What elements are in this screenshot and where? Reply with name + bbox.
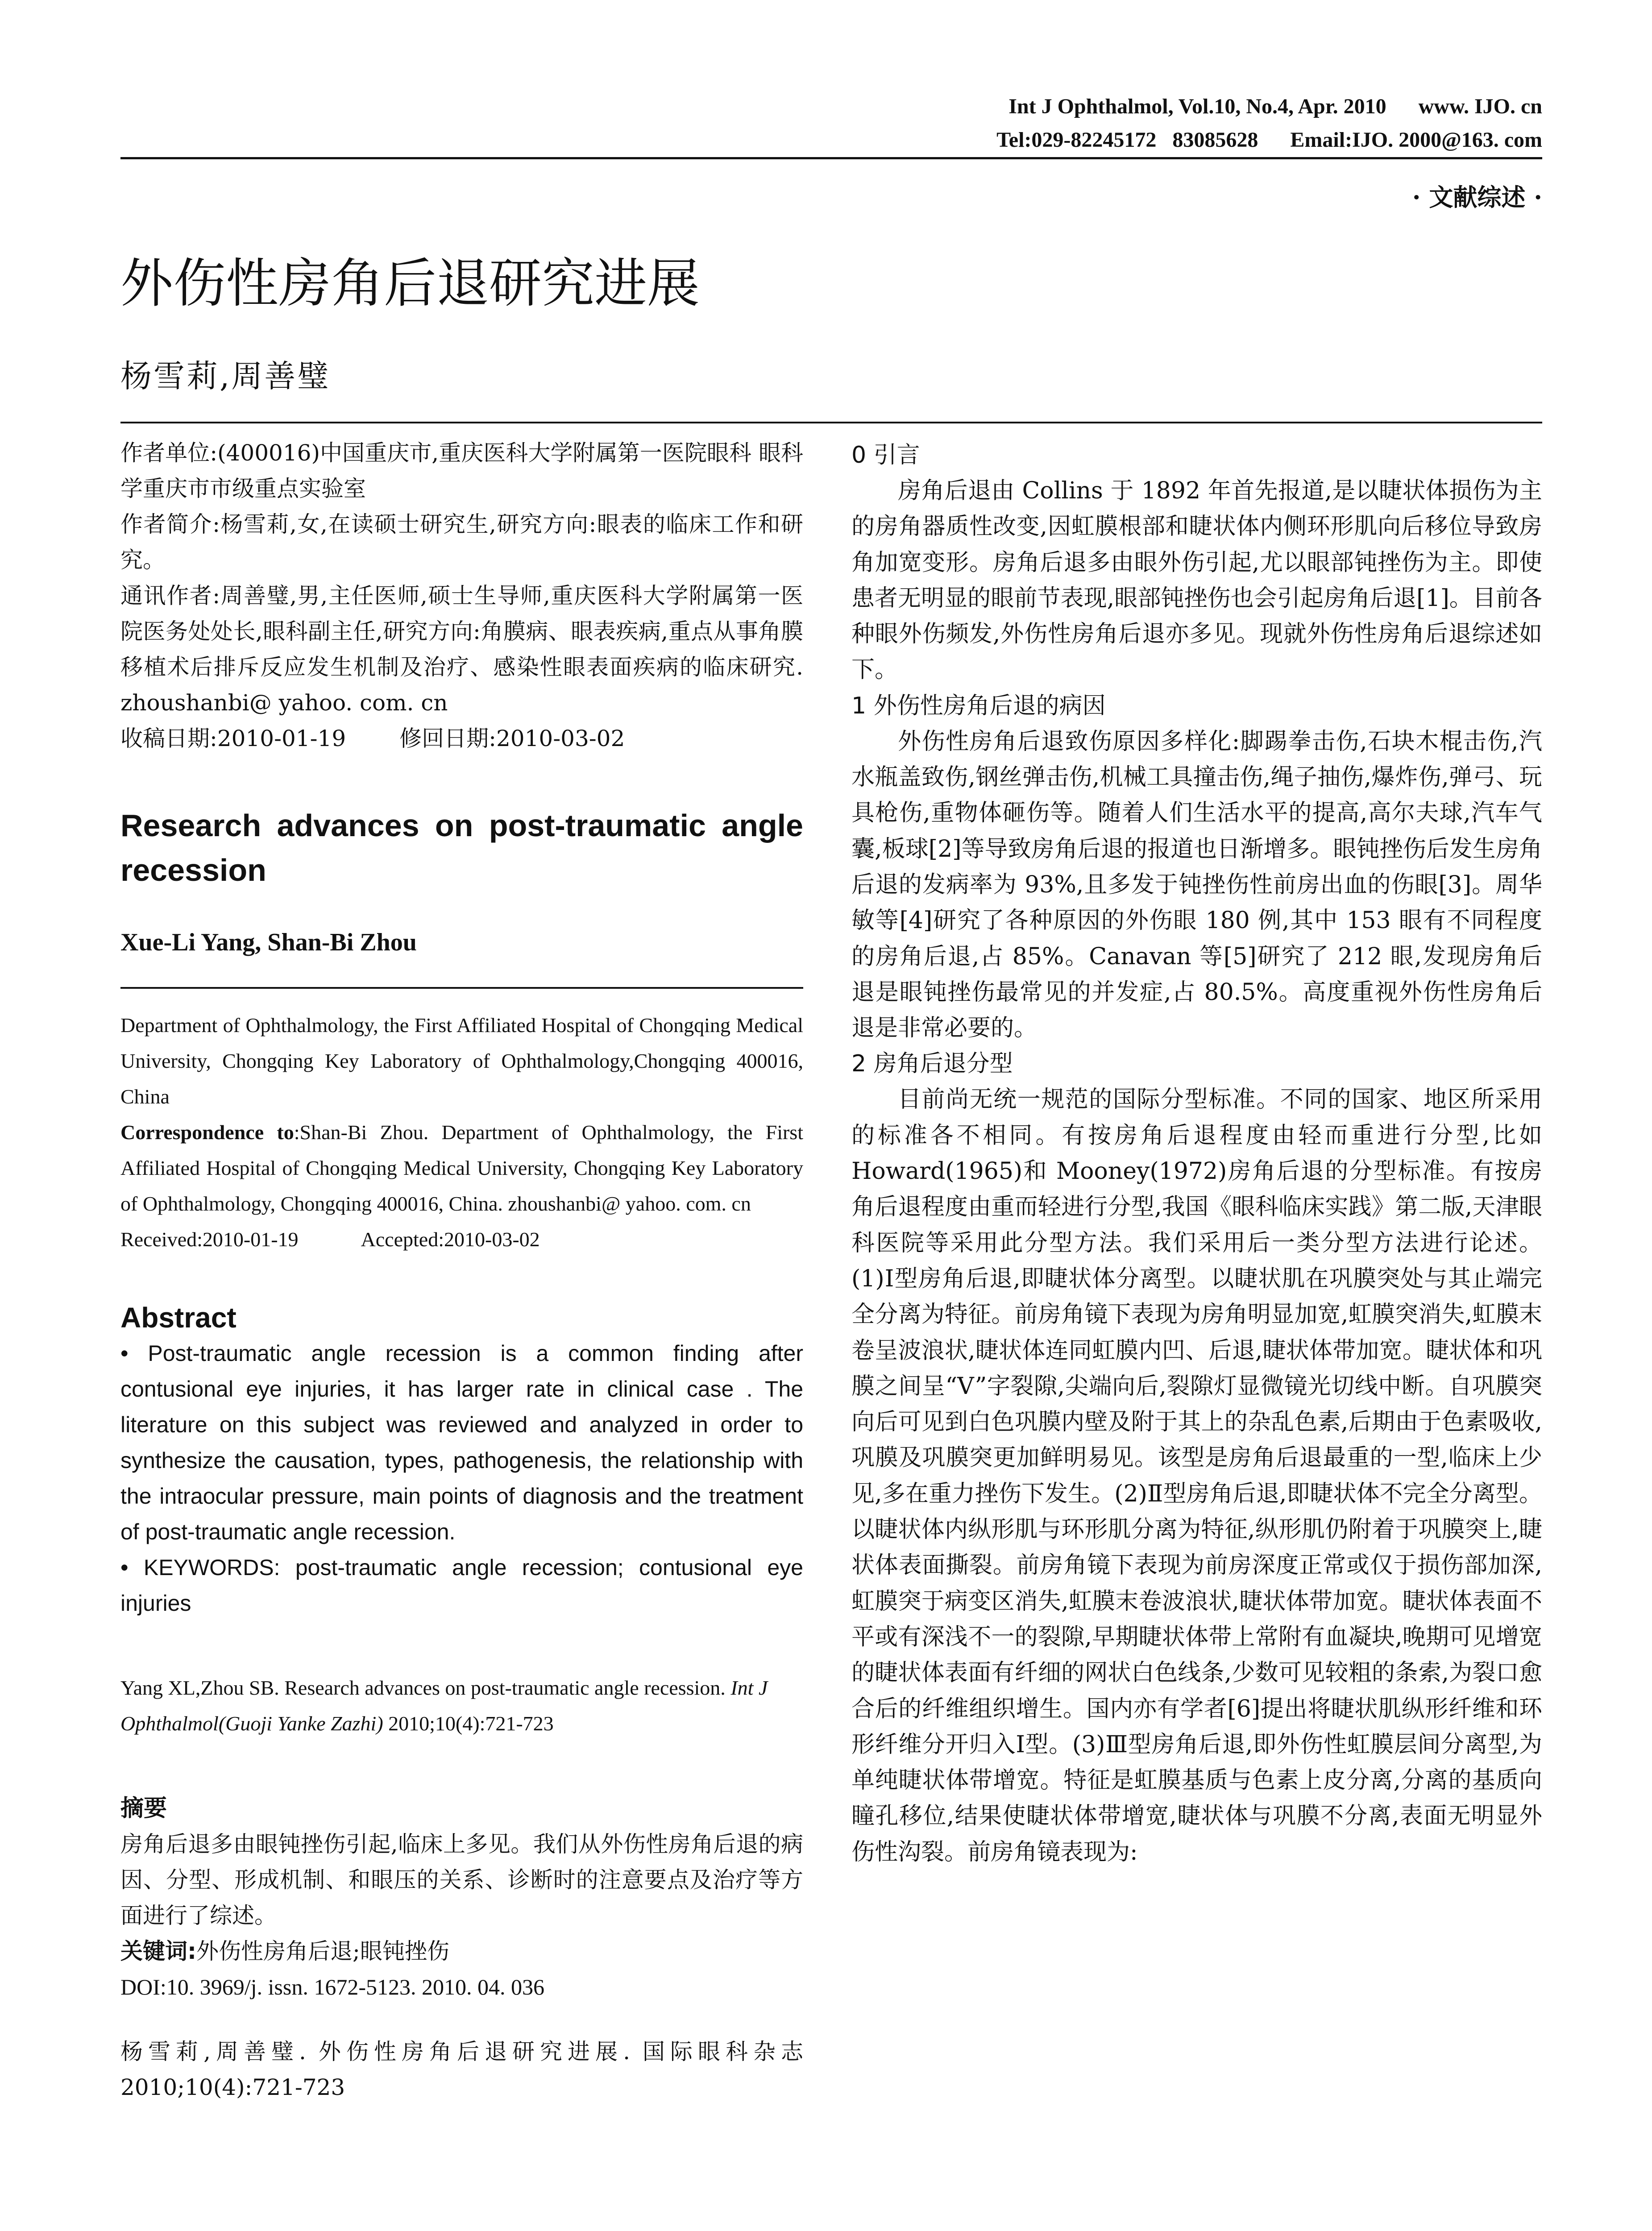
accepted-date-en: Accepted:2010-03-02: [361, 1228, 540, 1251]
abstract-heading-en: Abstract: [120, 1302, 237, 1334]
citation-en-main: Yang XL,Zhou SB. Research advances on post-traumatic angle recession.: [120, 1676, 726, 1699]
keywords-text-cn: 外伤性房角后退;眼钝挫伤: [196, 1938, 449, 1964]
section-0-title: 0 引言: [851, 442, 920, 469]
received-date-cn: 收稿日期:2010-01-19: [120, 726, 346, 751]
abstract-text-cn: 房角后退多由眼钝挫伤引起,临床上多见。我们从外伤性房角后退的病因、分型、形成机制、和眼压的关系、诊断时的注意要点及治疗等方面进行了综述。: [120, 1831, 803, 1928]
right-column: [851, 437, 1542, 1870]
received-date-en: Received:2010-01-19: [120, 1228, 299, 1251]
citation-en-journal: Int J Ophthalmol(Guoji Yanke Zazhi): [120, 1676, 768, 1735]
left-column: [120, 435, 803, 2105]
abstract-text-en: • Post-traumatic angle recession is a common finding after contusional eye injuries, it has larger rate in clinical case . The literature on this subject was reviewed and analyzed in order to synthesize the causation, types, pathogenesis, the relationship with the intraocular pressure, main points of diagnosis and the treatment of post-traumatic angle recession.: [120, 1341, 803, 1544]
author-bio: 作者简介:杨雪莉,女,在读硕士研究生,研究方向:眼表的临床工作和研究。: [120, 511, 803, 573]
revised-date-cn: 修回日期:2010-03-02: [399, 726, 625, 751]
citation-en: [120, 1670, 803, 1742]
title-rule: [120, 422, 1542, 423]
section-0-paragraph: 房角后退由 Collins 于 1892 年首先报道,是以睫状体损伤为主的房角器质性改变,因虹膜根部和睫状体内侧环形肌向后移位导致房角加宽变形。房角后退多由眼外伤引起,尤以眼部钝挫伤为主。即使患者无明显的眼前节表现,眼部钝挫伤也会引起房角后退[1]。目前各种眼外伤频发,外伤性房角后退亦多见。现就外伤性房角后退综述如下。: [851, 477, 1542, 684]
journal-email: Email:IJO. 2000@163. com: [1290, 128, 1542, 152]
authors-cn: 杨雪莉,周善璧: [120, 358, 331, 394]
section-1-paragraph: 外伤性房角后退致伤原因多样化:脚踢拳击伤,石块木棍击伤,汽水瓶盖致伤,钢丝弹击伤,机械工具撞击伤,绳子抽伤,爆炸伤,弹弓、玩具枪伤,重物体砸伤等。随着人们生活水平的提高,高尔夫球,汽车气囊,板球[2]等导致房角后退的报道也日渐增多。眼钝挫伤后发生房角后退的发病率为 93%,且多发于钝挫伤性前房出血的伤眼[3]。周华敏等[4]研究了各种原因的外伤眼 180 例,其中 153 眼有不同程度的房角后退,占 85%。Canavan 等[5]研究了 212 眼,发现房角后退是眼钝挫伤最常见的并发症,占 80.5%。高度重视外伤性房角后退是非常必要的。: [851, 728, 1542, 1042]
affiliation-en: Department of Ophthalmology, the First Affiliated Hospital of Chongqing Medical University, Chongqing Key Laboratory of Ophthalmology,Chongqing 400016, China: [120, 1014, 803, 1108]
authors-en-rule: [120, 987, 803, 989]
title-en: Research advances on post-traumatic angle recession: [120, 808, 803, 887]
dates-en: [120, 1222, 803, 1257]
keywords-en: • KEYWORDS: post-traumatic angle recession; contusional eye injuries: [120, 1555, 803, 1616]
section-2-paragraph: 目前尚无统一规范的国际分型标准。不同的国家、地区所采用的标准各不相同。有按房角后退程度由轻而重进行分型,比如 Howard(1965)和 Mooney(1972)房角后退的分型标准。有按房角后退程度由重而轻进行分型,我国《眼科临床实践》第二版,天津眼科医院等采用此分型方法。我们采用后一类分型方法进行论述。(1)Ⅰ型房角后退,即睫状体分离型。以睫状肌在巩膜突处与其止端完全分离为特征。前房角镜下表现为房角明显加宽,虹膜突消失,虹膜末卷呈波浪状,睫状体连同虹膜内凹、后退,睫状体带加宽。睫状体和巩膜之间呈“V”字裂隙,尖端向后,裂隙灯显微镜光切线中断。自巩膜突向后可见到白色巩膜内壁及附于其上的杂乱色素,后期由于色素吸收,巩膜及巩膜突更加鲜明易见。该型是房角后退最重的一型,临床上少见,多在重力挫伤下发生。(2)Ⅱ型房角后退,即睫状体不完全分离型。以睫状体内纵形肌与环形肌分离为特征,纵形肌仍附着于巩膜突上,睫状体表面撕裂。前房角镜下表现为前房深度正常或仅于损伤部加深,虹膜突于病变区消失,虹膜末卷波浪状,睫状体带加宽。睫状体表面不平或有深浅不一的裂隙,早期睫状体带上常附有血凝块,晚期可见增宽的睫状体表面有纤细的网状白色线条,少数可见较粗的条索,为裂口愈合后的纤维组织增生。国内亦有学者[6]提出将睫状肌纵形纤维和环形纤维分开归入Ⅰ型。(3)Ⅲ型房角后退,即外伤性虹膜层间分离型,为单纯睫状体带增宽。特征是虹膜基质与色素上皮分离,分离的基质向瞳孔移位,结果使睫状体带增宽,睫状体与巩膜不分离,表面无明显外伤性沟裂。前房角镜表现为:: [851, 1086, 1542, 1866]
header-rule: [120, 157, 1542, 159]
keywords-label-cn: 关键词:: [120, 1938, 196, 1964]
section-1-title: 1 外伤性房角后退的病因: [851, 692, 1106, 719]
journal-citation: Int J Ophthalmol, Vol.10, No.4, Apr. 2010: [1009, 95, 1386, 118]
journal-website: www. IJO. cn: [1418, 95, 1542, 118]
citation-cn: 杨雪莉,周善璧. 外伤性房角后退研究进展. 国际眼科杂志 2010;10(4):721-723: [120, 2039, 803, 2100]
correspondence-cn: 通讯作者:周善璧,男,主任医师,硕士生导师,重庆医科大学附属第一医院医务处处长,眼科副主任,研究方向:角膜病、眼表疾病,重点从事角膜移植术后排斥反应发生机制及治疗、感染性眼表面疾病的临床研究. zhoushanbi@ yahoo. com. cn: [120, 583, 803, 716]
affiliation-unit: 作者单位:(400016)中国重庆市,重庆医科大学附属第一医院眼科 眼科学重庆市市级重点实验室: [120, 440, 803, 502]
section-tag: · 文献综述 ·: [1412, 183, 1542, 211]
correspondence-en: [120, 1115, 803, 1222]
abstract-heading-cn: 摘要: [120, 1795, 167, 1822]
keywords-cn: [120, 1933, 803, 1969]
running-header-line1: [1009, 94, 1542, 120]
dates-cn: [120, 721, 803, 756]
citation-en-tail: 2010;10(4):721-723: [383, 1712, 554, 1735]
section-2-title: 2 房角后退分型: [851, 1050, 1013, 1078]
journal-tel: Tel:029-82245172 83085628: [996, 128, 1258, 152]
correspondence-label: Correspondence to: [120, 1121, 294, 1144]
correspondence-text: :Shan-Bi Zhou. Department of Ophthalmology, the First Affiliated Hospital of Chongqing Medical University, Chongqing Key Laboratory of Ophthalmology, Chongqing 400016, China. zhoushanbi@ yahoo. com. cn: [120, 1121, 803, 1215]
authors-en: Xue-Li Yang, Shan-Bi Zhou: [120, 929, 417, 956]
page-title: 外伤性房角后退研究进展: [120, 253, 700, 314]
doi: DOI:10. 3969/j. issn. 1672-5123. 2010. 04. 036: [120, 1974, 544, 1999]
running-header-line2: [996, 127, 1542, 153]
